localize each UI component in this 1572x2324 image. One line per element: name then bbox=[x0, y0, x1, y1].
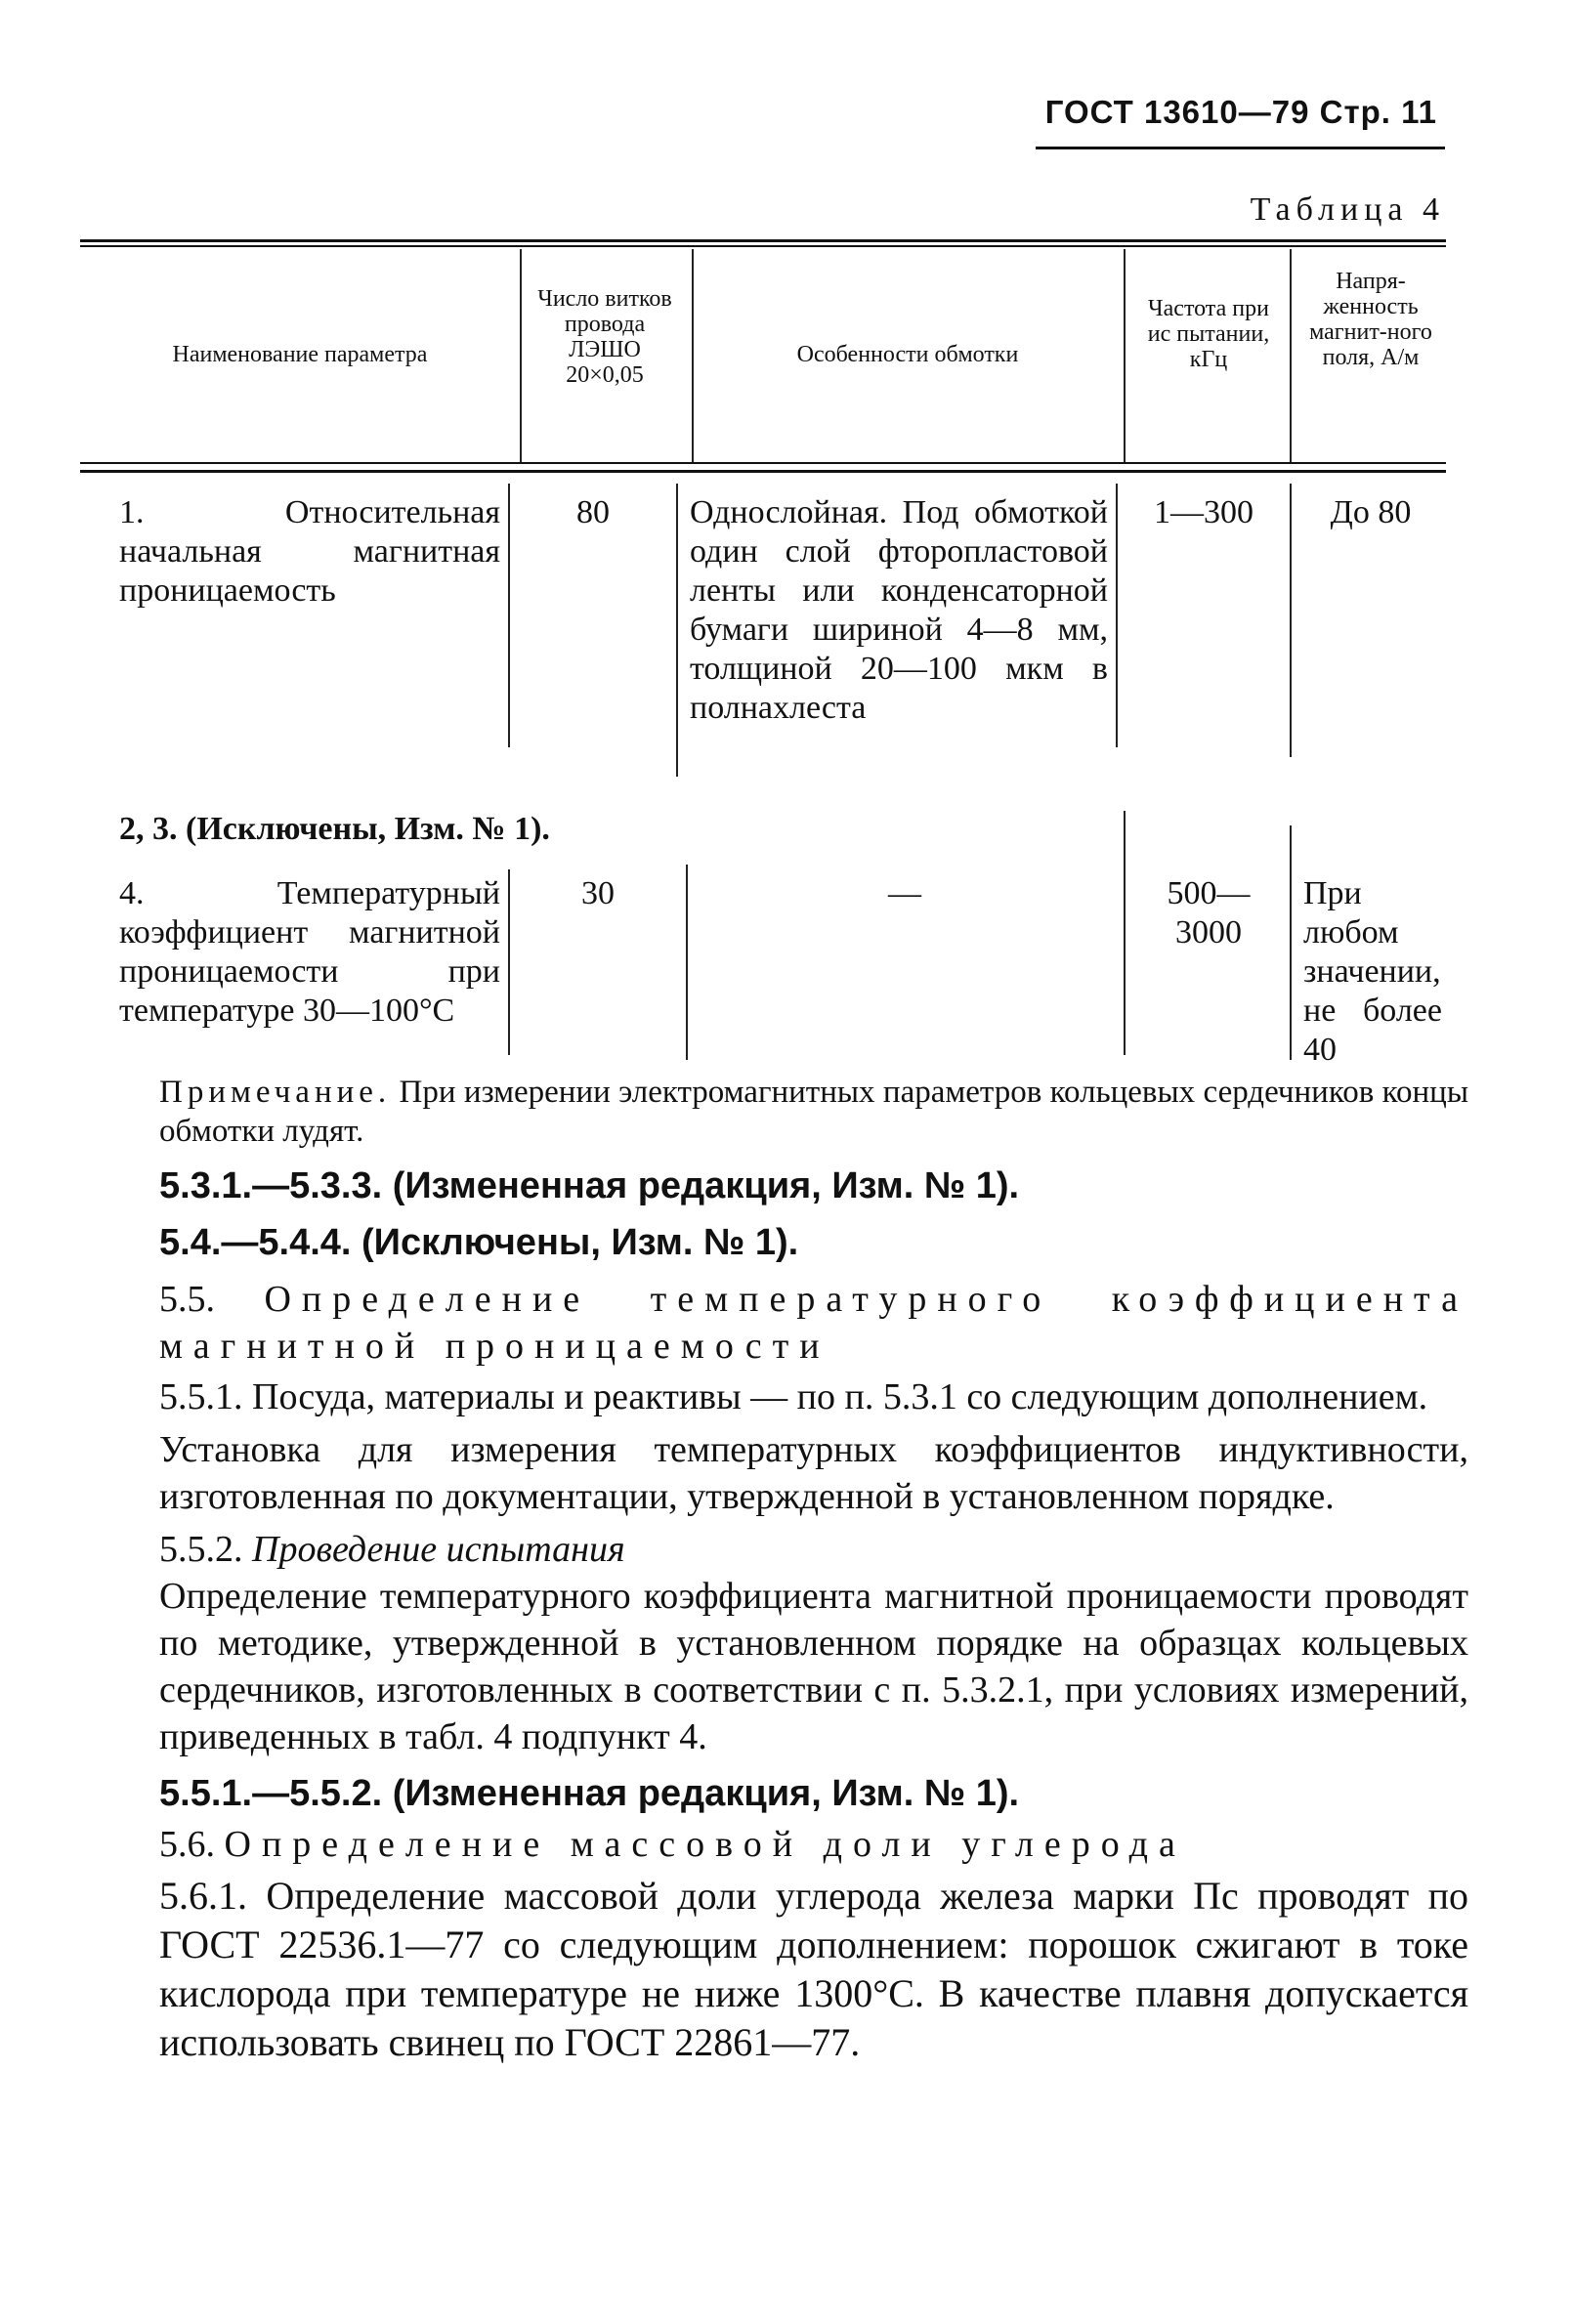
column-header: Число витков провода ЛЭШО 20×0,05 bbox=[537, 286, 672, 388]
paragraph: 5.6.1. Определение массовой доли углерода железа марки Пс проводят по ГОСТ 22536.1—77 со следующим дополнением: порошок сжигают в токе кислорода при температуре не ниже 1300°С. В качестве плавня допускается использовать свинец по ГОСТ 22861—77. bbox=[159, 1874, 1468, 2064]
table-cell-winding: Однослойная. Под обмоткой один слой фторопластовой ленты или конденсаторной бумаги шириной 4—8 мм, толщиной 20—100 мкм в полнахлеста bbox=[690, 494, 1108, 726]
table-cell-frequency: 1—300 bbox=[1154, 494, 1253, 530]
section-title: Определение температурного коэффициента магнитной проницаемости bbox=[159, 1279, 1468, 1367]
header-divider bbox=[1290, 249, 1292, 462]
table-cell-turns: 80 bbox=[576, 494, 610, 530]
table-cell-winding: — bbox=[888, 875, 921, 911]
table-cell-name: 1. Относительная начальная магнитная проницаемость bbox=[119, 494, 500, 609]
note-label: Примечание. bbox=[159, 1075, 392, 1110]
paragraph: Установка для измерения температурных коэффициентов индуктивности, изготовленная по документации, утвержденной в установленном порядке. bbox=[159, 1429, 1468, 1517]
section-number: 5.5. bbox=[159, 1279, 215, 1320]
section-heading bbox=[159, 1821, 1468, 1868]
subsection-heading bbox=[159, 1526, 1468, 1573]
row-divider bbox=[1116, 484, 1118, 747]
paragraph: 5.5.1.—5.5.2. (Измененная редакция, Изм. № 1). bbox=[159, 1773, 1020, 1814]
header-bottom-rule bbox=[80, 462, 1446, 464]
header-divider bbox=[520, 249, 522, 462]
column-header: Частота при ис пытании, кГц bbox=[1147, 296, 1270, 372]
table-top-rule-2 bbox=[80, 245, 1446, 247]
table-caption: Таблица 4 bbox=[1250, 191, 1445, 228]
table-note bbox=[159, 1073, 1468, 1151]
paragraph: Определение температурного коэффициента магнитной проницаемости проводят по методике, утвержденной в установленном порядке на образцах кольцевых сердечников, изготовленных в соответствии с п. 5.3.2.1, при условиях измерений, приведенных в табл. 4 подпункт 4. bbox=[159, 1576, 1468, 1757]
table-cell-frequency: 500—3000 bbox=[1167, 875, 1251, 951]
header-rule bbox=[1036, 147, 1445, 149]
excluded-row: 2, 3. (Исключены, Изм. № 1). bbox=[119, 811, 550, 847]
section-title: Определение массовой доли углерода bbox=[224, 1824, 1186, 1865]
section-number: 5.6. bbox=[159, 1824, 215, 1865]
note-text: При измерении электромагнитных параметров кольцевых сердечников концы обмотки лудят. bbox=[159, 1075, 1468, 1149]
running-head: ГОСТ 13610—79 Стр. 11 bbox=[1044, 94, 1437, 130]
subsection-title: Проведение испытания bbox=[252, 1529, 625, 1570]
subsection-number: 5.5.2. bbox=[159, 1529, 243, 1570]
paragraph: 5.4.—5.4.4. (Исключены, Изм. № 1). bbox=[159, 1222, 799, 1263]
paragraph: 5.3.1.—5.3.3. (Измененная редакция, Изм. № 1). bbox=[159, 1165, 1020, 1206]
table-cell-name: 4. Температурный коэффициент магнитной проницаемости при температуре 30—100°С bbox=[119, 875, 500, 1029]
row-divider bbox=[1290, 825, 1292, 1060]
section-heading bbox=[159, 1276, 1468, 1370]
header-divider bbox=[1124, 249, 1126, 462]
table-cell-field: До 80 bbox=[1330, 494, 1412, 530]
body-text bbox=[159, 1162, 1468, 2067]
table-cell-field: При любом значении, не более 40 bbox=[1303, 875, 1442, 1068]
parameters-table bbox=[80, 239, 1446, 1079]
row-divider bbox=[676, 484, 678, 777]
column-header: Напря-женность магнит-ного поля, А/м bbox=[1309, 269, 1432, 370]
column-header: Особенности обмотки bbox=[796, 342, 1019, 367]
table-top-rule bbox=[80, 239, 1446, 242]
row-divider bbox=[686, 865, 688, 1060]
paragraph: 5.5.1. Посуда, материалы и реактивы — по п. 5.3.1 со следующим дополнением. bbox=[159, 1376, 1428, 1417]
header-bottom-rule-2 bbox=[80, 470, 1446, 473]
row-divider bbox=[508, 869, 510, 1055]
column-header: Наименование параметра bbox=[172, 342, 428, 367]
row-divider bbox=[508, 484, 510, 747]
table-cell-turns: 30 bbox=[581, 875, 615, 911]
row-divider bbox=[1124, 811, 1126, 1055]
row-divider bbox=[1290, 484, 1292, 757]
